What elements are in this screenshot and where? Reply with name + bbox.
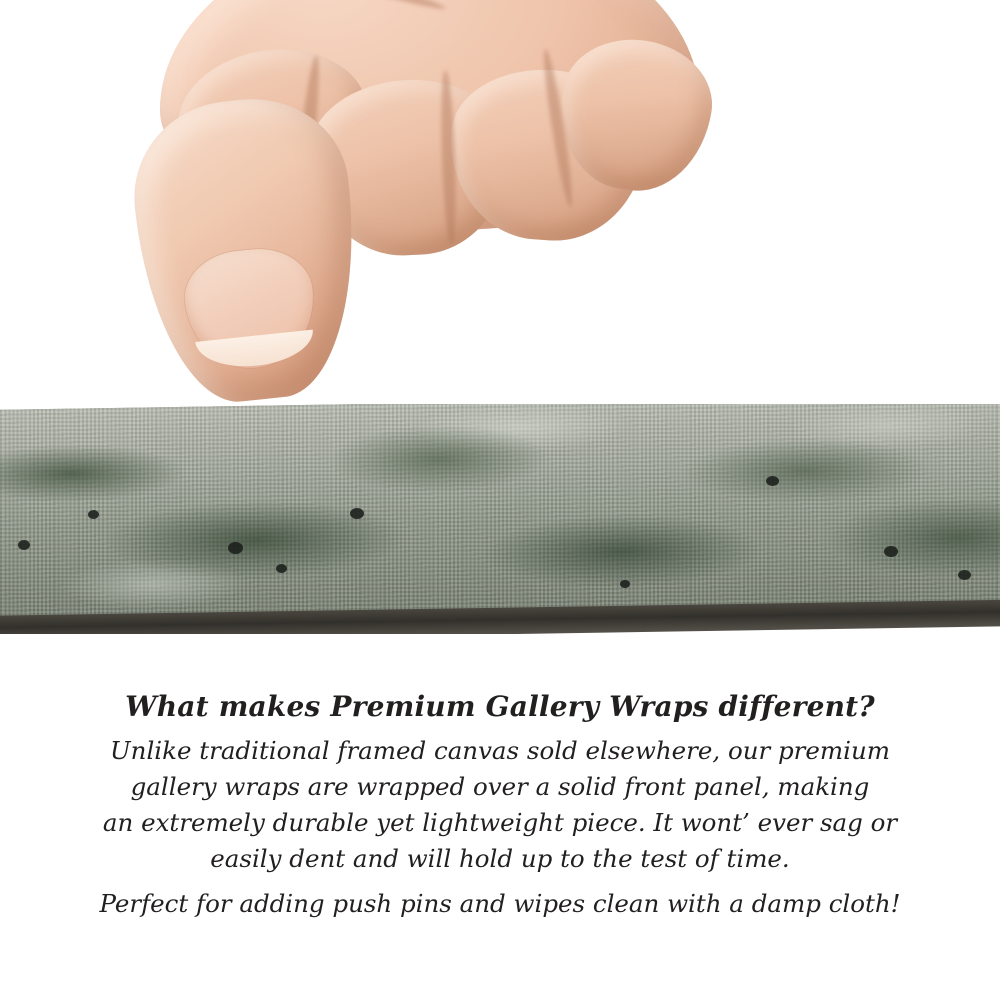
canvas-speck [766, 476, 779, 486]
caption-line: gallery wraps are wrapped over a solid front panel, making [130, 772, 870, 801]
canvas-weave-surface [0, 404, 1000, 626]
canvas-speck [350, 508, 364, 519]
canvas-speck [884, 546, 898, 557]
canvas-speck [620, 580, 630, 588]
canvas-speck [958, 570, 971, 580]
caption-line: easily dent and will hold up to the test of time. [210, 844, 790, 873]
hand-icon [120, 0, 700, 410]
caption-block [0, 690, 1000, 922]
caption-closing-line: Perfect for adding push pins and wipes clean with a damp cloth! [99, 889, 901, 918]
canvas-speck [276, 564, 287, 573]
caption-line: an extremely durable yet lightweight piece. It wont’ ever sag or [102, 808, 898, 837]
canvas-edge-photo [0, 404, 1000, 634]
canvas-speck [228, 542, 243, 554]
hand-photo-region [0, 0, 1000, 410]
caption-line: Unlike traditional framed canvas sold elsewhere, our premium [110, 736, 890, 765]
canvas-speck [18, 540, 30, 550]
caption-heading: What makes Premium Gallery Wraps different? [125, 690, 875, 723]
canvas-speck [88, 510, 99, 519]
